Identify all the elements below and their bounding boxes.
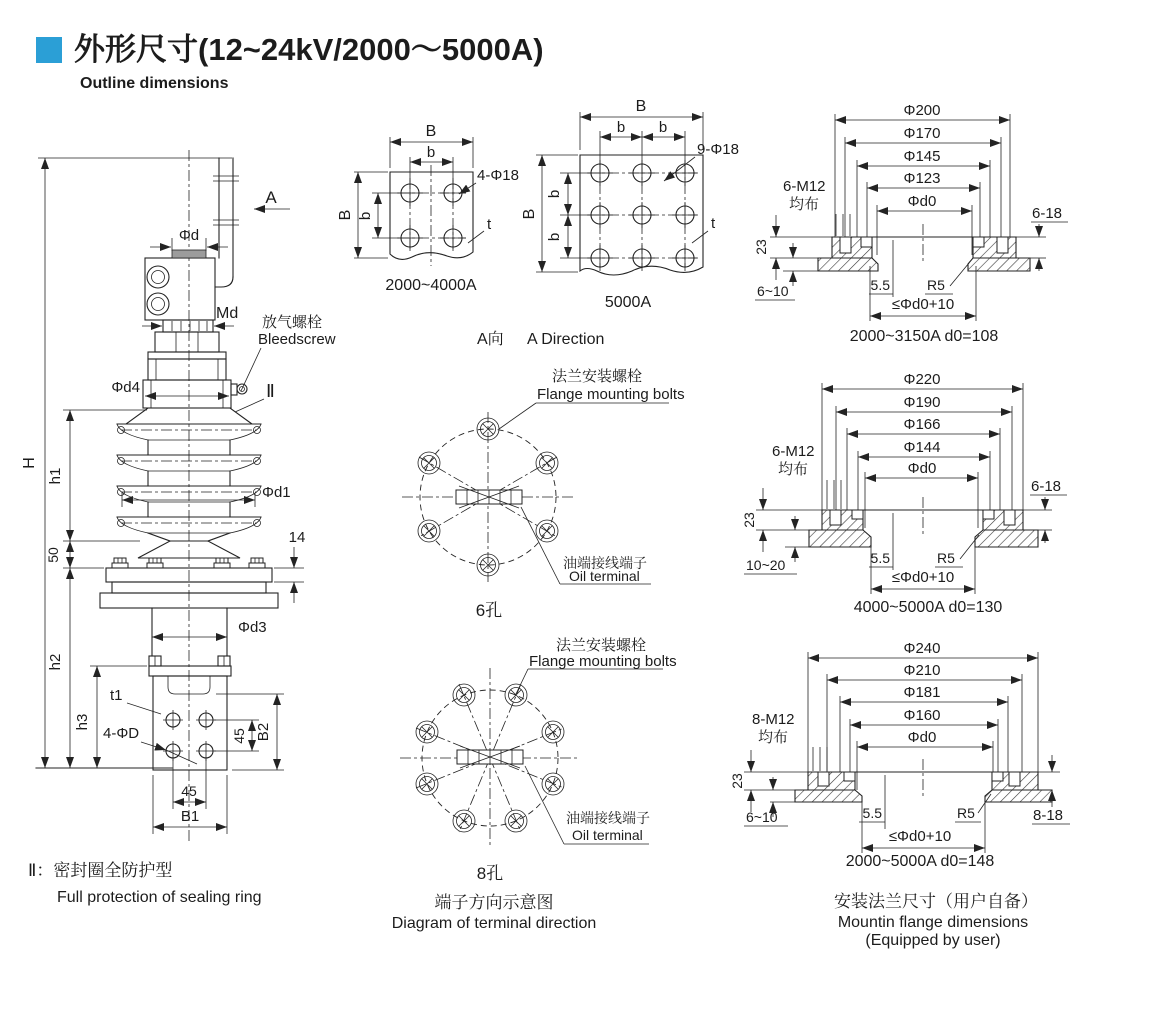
dim-label-t1: t1 bbox=[110, 687, 123, 704]
spread-label-f3: 均布 bbox=[758, 729, 789, 746]
seal-mark-label: Ⅱ bbox=[266, 381, 275, 401]
caption-f3: 2000~5000A d0=148 bbox=[845, 853, 995, 870]
dim-f2-d3: Φ166 bbox=[903, 416, 941, 433]
dim-f1-d4: Φ123 bbox=[903, 170, 941, 187]
oil-terminal-label-cn-8: 油端接线端子 bbox=[566, 810, 650, 826]
dim-f3-d5: Φd0 bbox=[907, 729, 937, 746]
plate-label-f1: 6~10 bbox=[757, 283, 789, 299]
thickness-label-large: t bbox=[711, 215, 716, 232]
flange-section-1 bbox=[753, 102, 1068, 345]
fillet-label-f2: R5 bbox=[937, 550, 955, 566]
dim-label-50: 50 bbox=[45, 547, 61, 563]
dim-label-h2: h2 bbox=[47, 653, 64, 671]
dim-label-4-phiD: 4-ΦD bbox=[103, 725, 140, 742]
eight-hole-diagram bbox=[400, 637, 677, 883]
page-subtitle: Outline dimensions bbox=[80, 75, 229, 92]
a-direction-views bbox=[337, 98, 739, 348]
dim-label-b-left-small: b bbox=[357, 211, 374, 221]
flange-section-3 bbox=[729, 640, 1070, 949]
holes-label-f3: 8-18 bbox=[1033, 807, 1064, 824]
bleedscrew-label-cn: 放气螺栓 bbox=[262, 314, 323, 331]
flange-footer-cn: 安装法兰尺寸（用户自备） bbox=[834, 892, 1038, 911]
dim-label-B-left-large: B bbox=[521, 208, 538, 220]
dim-f2-d1: Φ220 bbox=[903, 371, 941, 388]
porcelain-sheds bbox=[117, 424, 261, 541]
dim-label-b-top2-large: b bbox=[658, 119, 668, 136]
bore-label-f1: ≤Φd0+10 bbox=[891, 296, 955, 313]
gap-label-f3: 5.5 bbox=[862, 805, 882, 821]
dim-label-phi-d3: Φd3 bbox=[238, 619, 267, 636]
flange-bolts-label-cn-6: 法兰安装螺栓 bbox=[552, 368, 643, 385]
dim-label-H: H bbox=[21, 457, 38, 469]
bleedscrew-label-en: Bleedscrew bbox=[258, 331, 336, 348]
bushing-side-view bbox=[21, 150, 336, 906]
dim-label-B-top-small: B bbox=[425, 123, 437, 140]
dim-label-B-left-small: B bbox=[337, 209, 354, 221]
dim-f2-d5: Φd0 bbox=[907, 460, 937, 477]
dim-f1-d3: Φ145 bbox=[903, 148, 941, 165]
seal-note-en: Full protection of sealing ring bbox=[57, 889, 262, 906]
dim-f2-d4: Φ144 bbox=[903, 439, 941, 456]
dim-label-phi-d1: Φd1 bbox=[262, 484, 291, 501]
dim-f2-d2: Φ190 bbox=[903, 394, 941, 411]
six-hole-caption: 6孔 bbox=[475, 601, 503, 620]
oil-terminal-label-en-6: Oil terminal bbox=[569, 568, 640, 584]
thickness-label-small: t bbox=[487, 216, 492, 233]
dim-label-b-left1-large: b bbox=[546, 189, 563, 199]
pad-view-2000-4000A bbox=[337, 123, 519, 294]
eight-hole-caption: 8孔 bbox=[476, 864, 504, 883]
six-hole-diagram bbox=[402, 368, 685, 620]
dim-label-phi-d4: Φd4 bbox=[111, 379, 140, 396]
bolts-label-f1: 6-M12 bbox=[783, 178, 826, 195]
holes-label-large: 9-Φ18 bbox=[697, 141, 739, 158]
dim-label-Md: Md bbox=[216, 305, 239, 322]
thick-label-f3: 23 bbox=[729, 773, 745, 789]
seal-note-cn: Ⅱ：密封圈全防护型 bbox=[28, 861, 173, 880]
bore-label-f2: ≤Φd0+10 bbox=[891, 569, 955, 586]
plate-label-f2: 10~20 bbox=[746, 557, 786, 573]
holes-label-f1: 6-18 bbox=[1032, 205, 1063, 222]
dim-f3-d4: Φ160 bbox=[903, 707, 941, 724]
gap-label-f1: 5.5 bbox=[870, 277, 890, 293]
flange-bolts-label-en-8: Flange mounting bolts bbox=[529, 653, 677, 670]
plate-label-f3: 6~10 bbox=[746, 809, 778, 825]
dim-f1-d2: Φ170 bbox=[903, 125, 941, 142]
dim-f1-d1: Φ200 bbox=[903, 102, 941, 119]
caption-pad-large: 5000A bbox=[604, 294, 652, 311]
a-direction-arrow-label: A bbox=[265, 188, 277, 207]
caption-f2: 4000~5000A d0=130 bbox=[853, 599, 1003, 616]
dim-label-B1: B1 bbox=[180, 808, 200, 825]
flange-bolts-label-cn-8: 法兰安装螺栓 bbox=[556, 637, 647, 654]
pad-view-5000A bbox=[521, 98, 739, 311]
dim-label-45-vertical: 45 bbox=[231, 728, 247, 744]
page-title: 外形尺寸(12~24kV/2000～5000A) bbox=[74, 32, 544, 67]
dim-f3-d2: Φ210 bbox=[903, 662, 941, 679]
spread-label-f1: 均布 bbox=[789, 196, 820, 213]
dim-label-b-top1-large: b bbox=[616, 119, 626, 136]
dim-label-phi-d: Φd bbox=[178, 227, 200, 244]
oil-terminal-label-en-8: Oil terminal bbox=[572, 827, 643, 843]
dim-label-h1: h1 bbox=[47, 467, 64, 485]
terminal-caption-cn: 端子方向示意图 bbox=[434, 893, 554, 912]
holes-label-f2: 6-18 bbox=[1031, 478, 1062, 495]
dim-f3-d3: Φ181 bbox=[903, 684, 941, 701]
header bbox=[36, 32, 544, 92]
oil-terminal-label-cn-6: 油端接线端子 bbox=[563, 555, 647, 571]
flange-bolts-label-en-6: Flange mounting bolts bbox=[537, 386, 685, 403]
thick-label-f1: 23 bbox=[753, 239, 769, 255]
title-bullet-square bbox=[36, 37, 62, 63]
dim-label-B-top-large: B bbox=[635, 98, 647, 115]
flange-section-2 bbox=[741, 371, 1067, 616]
bore-label-f3: ≤Φd0+10 bbox=[888, 828, 952, 845]
terminal-direction-diagrams bbox=[392, 368, 685, 932]
dim-f1-d5: Φd0 bbox=[907, 193, 937, 210]
dim-label-h3: h3 bbox=[74, 713, 91, 731]
terminal-caption-en: Diagram of terminal direction bbox=[391, 915, 597, 932]
caption-f1: 2000~3150A d0=108 bbox=[849, 328, 999, 345]
dim-label-b-top-small: b bbox=[426, 144, 436, 161]
spread-label-f2: 均布 bbox=[778, 461, 809, 478]
dim-label-b-left2-large: b bbox=[546, 232, 563, 242]
a-direction-caption-en: A Direction bbox=[527, 331, 605, 348]
gap-label-f2: 5.5 bbox=[870, 550, 890, 566]
a-direction-caption-cn: A向 bbox=[477, 331, 504, 348]
fillet-label-f3: R5 bbox=[957, 805, 975, 821]
thick-label-f2: 23 bbox=[741, 512, 757, 528]
fillet-label-f1: R5 bbox=[927, 277, 945, 293]
dim-label-14: 14 bbox=[288, 529, 306, 546]
flange-footer-en1: Mountin flange dimensions bbox=[837, 914, 1029, 931]
dim-f3-d1: Φ240 bbox=[903, 640, 941, 657]
dim-label-45-horizontal: 45 bbox=[181, 783, 197, 799]
dim-label-B2: B2 bbox=[255, 722, 272, 742]
flange-footer-en2: (Equipped by user) bbox=[865, 932, 1001, 949]
bolts-label-f3: 8-M12 bbox=[752, 711, 795, 728]
bolts-label-f2: 6-M12 bbox=[772, 443, 815, 460]
caption-pad-small: 2000~4000A bbox=[385, 277, 477, 294]
holes-label-small: 4-Φ18 bbox=[477, 167, 519, 184]
